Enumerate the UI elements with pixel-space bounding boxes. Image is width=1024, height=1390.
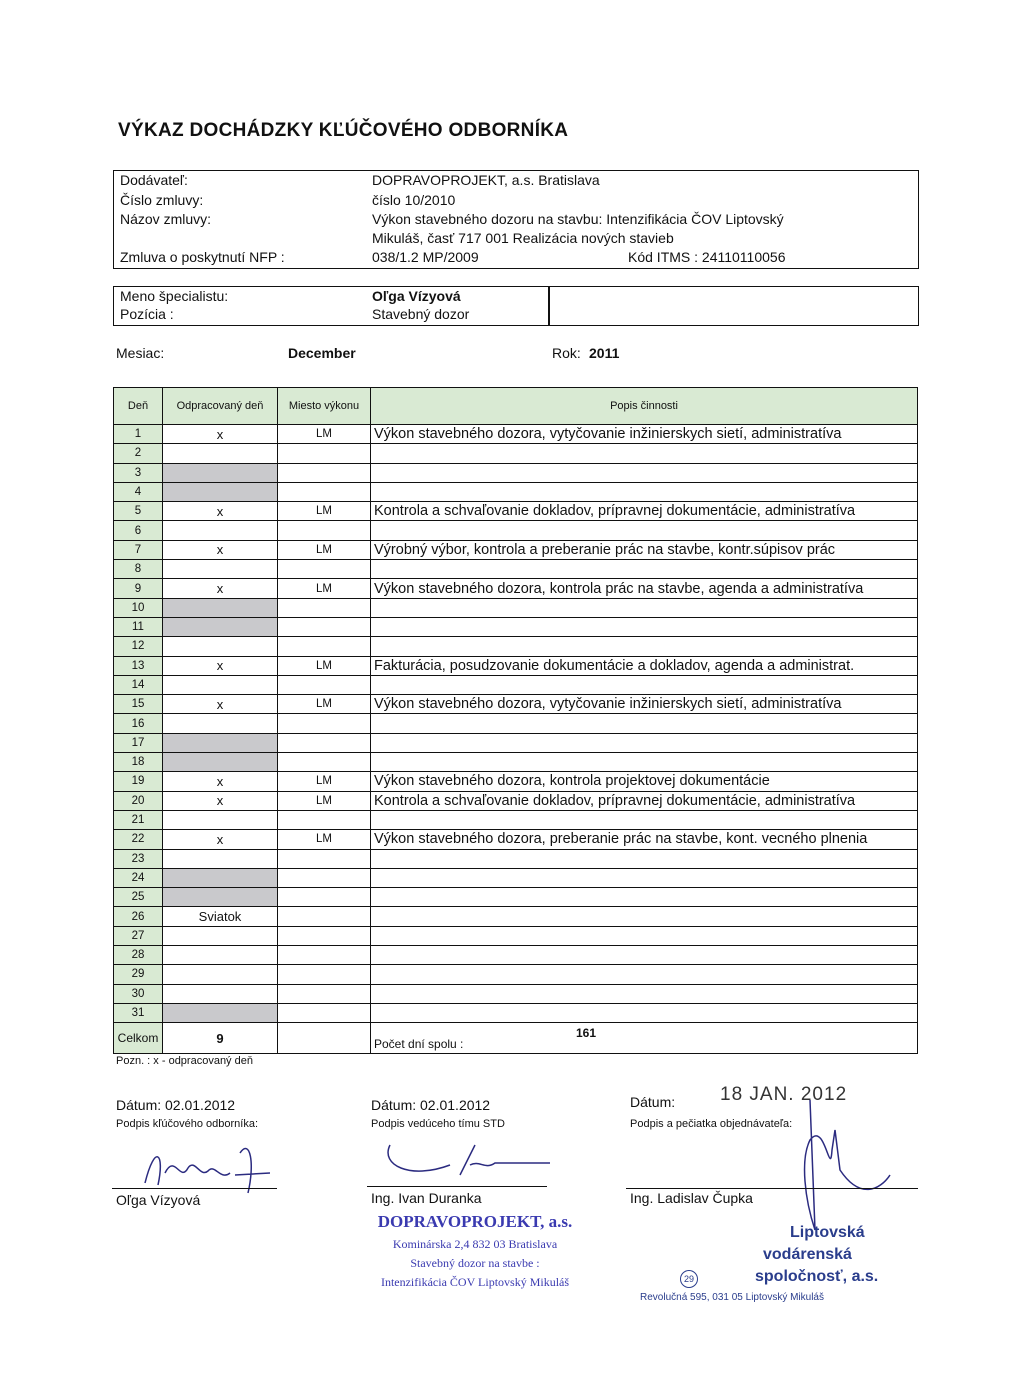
day-cell: 26 bbox=[114, 907, 163, 926]
day-cell: 13 bbox=[114, 656, 163, 675]
stamp-right-line4: Revolučná 595, 031 05 Liptovský Mikuláš bbox=[640, 1292, 824, 1303]
description-cell bbox=[371, 637, 918, 656]
worked-cell bbox=[163, 733, 278, 752]
right-date-label: Dátum: bbox=[630, 1094, 676, 1110]
day-cell: 6 bbox=[114, 521, 163, 540]
day-cell: 11 bbox=[114, 617, 163, 636]
worked-cell bbox=[163, 482, 278, 501]
place-cell: LM bbox=[278, 540, 371, 559]
worked-cell bbox=[163, 617, 278, 636]
table-row bbox=[114, 425, 918, 444]
place-cell bbox=[278, 482, 371, 501]
place-cell bbox=[278, 521, 371, 540]
worked-cell: x bbox=[163, 502, 278, 521]
day-cell: 23 bbox=[114, 849, 163, 868]
description-cell bbox=[371, 984, 918, 1003]
place-cell bbox=[278, 444, 371, 463]
day-cell: 20 bbox=[114, 791, 163, 810]
legend-note: Pozn. : x - odpracovaný deň bbox=[116, 1055, 253, 1067]
worked-cell: x bbox=[163, 425, 278, 444]
description-cell: Kontrola a schvaľovanie dokladov, prípravnej dokumentácie, administratíva bbox=[371, 791, 918, 810]
days-total-label: Počet dní spolu : bbox=[374, 1037, 464, 1052]
table-header-row bbox=[114, 388, 918, 425]
table-row bbox=[114, 482, 918, 501]
description-cell bbox=[371, 463, 918, 482]
day-cell: 12 bbox=[114, 637, 163, 656]
description-cell bbox=[371, 598, 918, 617]
worked-cell: x bbox=[163, 772, 278, 791]
day-cell: 7 bbox=[114, 540, 163, 559]
table-row bbox=[114, 521, 918, 540]
day-cell: 14 bbox=[114, 675, 163, 694]
place-cell: LM bbox=[278, 830, 371, 849]
page-title: VÝKAZ DOCHÁDZKY KĽÚČOVÉHO ODBORNÍKA bbox=[118, 120, 569, 141]
right-signature bbox=[770, 1090, 900, 1240]
place-cell bbox=[278, 946, 371, 965]
description-cell bbox=[371, 617, 918, 636]
contract-name-value-1: Výkon stavebného dozoru na stavbu: Intenzifikácia ČOV Liptovský bbox=[372, 211, 784, 227]
place-cell bbox=[278, 560, 371, 579]
place-cell: LM bbox=[278, 656, 371, 675]
right-date-stamp: 18 JAN. 2012 bbox=[720, 1084, 848, 1105]
table-row bbox=[114, 946, 918, 965]
specialist-name-label: Meno špecialistu: bbox=[120, 288, 229, 304]
place-cell bbox=[278, 965, 371, 984]
worked-cell bbox=[163, 714, 278, 733]
table-row bbox=[114, 617, 918, 636]
nfp-value: 038/1.2 MP/2009 bbox=[372, 249, 479, 265]
worked-cell: x bbox=[163, 791, 278, 810]
worked-cell bbox=[163, 849, 278, 868]
right-name: Ing. Ladislav Čupka bbox=[630, 1190, 753, 1206]
table-row bbox=[114, 965, 918, 984]
day-cell: 3 bbox=[114, 463, 163, 482]
place-cell: LM bbox=[278, 579, 371, 598]
place-cell: LM bbox=[278, 425, 371, 444]
worked-cell: x bbox=[163, 540, 278, 559]
table-row bbox=[114, 849, 918, 868]
table-row bbox=[114, 540, 918, 559]
month-value: December bbox=[288, 345, 356, 361]
worked-cell bbox=[163, 463, 278, 482]
table-row bbox=[114, 772, 918, 791]
description-cell: Výkon stavebného dozora, preberanie prác na stavbe, kont. vecného plnenia bbox=[371, 830, 918, 849]
left-signature-line bbox=[112, 1188, 277, 1189]
table-row bbox=[114, 598, 918, 617]
stamp-right-line3: spoločnosť, a.s. bbox=[755, 1268, 879, 1285]
year-label: Rok: bbox=[552, 345, 581, 361]
table-row bbox=[114, 463, 918, 482]
nfp-label: Zmluva o poskytnutí NFP : bbox=[120, 249, 285, 265]
table-row bbox=[114, 791, 918, 810]
worked-cell: x bbox=[163, 695, 278, 714]
table-row bbox=[114, 984, 918, 1003]
days-total-value: 161 bbox=[576, 1026, 597, 1041]
table-row bbox=[114, 926, 918, 945]
description-cell bbox=[371, 521, 918, 540]
header-day: Deň bbox=[114, 388, 163, 425]
place-cell bbox=[278, 907, 371, 926]
left-name: Oľga Vízyová bbox=[116, 1192, 201, 1208]
day-cell: 30 bbox=[114, 984, 163, 1003]
day-cell: 8 bbox=[114, 560, 163, 579]
description-cell bbox=[371, 965, 918, 984]
attendance-table bbox=[113, 387, 918, 1054]
day-cell: 29 bbox=[114, 965, 163, 984]
description-cell bbox=[371, 888, 918, 907]
middle-name: Ing. Ivan Duranka bbox=[371, 1190, 482, 1206]
day-cell: 10 bbox=[114, 598, 163, 617]
day-cell: 25 bbox=[114, 888, 163, 907]
place-cell bbox=[278, 463, 371, 482]
place-cell: LM bbox=[278, 695, 371, 714]
place-cell bbox=[278, 733, 371, 752]
table-row bbox=[114, 830, 918, 849]
day-cell: 16 bbox=[114, 714, 163, 733]
description-cell bbox=[371, 444, 918, 463]
table-row bbox=[114, 637, 918, 656]
place-cell bbox=[278, 714, 371, 733]
description-cell bbox=[371, 868, 918, 887]
worked-cell: Sviatok bbox=[163, 907, 278, 926]
stamp-right-number: 29 bbox=[680, 1270, 698, 1288]
itms-code: Kód ITMS : 24110110056 bbox=[628, 249, 786, 265]
place-cell bbox=[278, 926, 371, 945]
worked-cell bbox=[163, 965, 278, 984]
contract-name-value-2: Mikuláš, časť 717 001 Realizácia nových stavieb bbox=[372, 230, 674, 246]
table-row bbox=[114, 810, 918, 829]
contract-number-value: číslo 10/2010 bbox=[372, 192, 456, 208]
day-cell: 4 bbox=[114, 482, 163, 501]
description-cell bbox=[371, 714, 918, 733]
description-cell: Výkon stavebného dozora, kontrola prác na stavbe, agenda a administratíva bbox=[371, 579, 918, 598]
supplier-label: Dodávateľ: bbox=[120, 172, 188, 188]
header-place: Miesto výkonu bbox=[278, 388, 371, 425]
place-cell: LM bbox=[278, 502, 371, 521]
day-cell: 1 bbox=[114, 425, 163, 444]
table-row bbox=[114, 907, 918, 926]
place-cell bbox=[278, 1003, 371, 1022]
description-cell: Fakturácia, posudzovanie dokumentácie a dokladov, agenda a administrat. bbox=[371, 656, 918, 675]
table-row bbox=[114, 714, 918, 733]
worked-cell: x bbox=[163, 656, 278, 675]
worked-cell bbox=[163, 521, 278, 540]
place-cell bbox=[278, 810, 371, 829]
right-signature-line bbox=[626, 1188, 918, 1189]
stamp-middle-line4: Intenzifikácia ČOV Liptovský Mikuláš bbox=[380, 1275, 570, 1289]
worked-cell bbox=[163, 888, 278, 907]
place-cell bbox=[278, 984, 371, 1003]
day-cell: 24 bbox=[114, 868, 163, 887]
worked-cell bbox=[163, 444, 278, 463]
table-row bbox=[114, 733, 918, 752]
table-row bbox=[114, 502, 918, 521]
worked-cell: x bbox=[163, 830, 278, 849]
middle-caption: Podpis vedúceho tímu STD bbox=[371, 1118, 505, 1130]
total-value: 9 bbox=[163, 1023, 278, 1054]
place-cell bbox=[278, 617, 371, 636]
specialist-box bbox=[113, 286, 919, 326]
middle-date: Dátum: 02.01.2012 bbox=[371, 1097, 491, 1113]
table-row bbox=[114, 444, 918, 463]
description-cell: Kontrola a schvaľovanie dokladov, prípravnej dokumentácie, administratíva bbox=[371, 502, 918, 521]
description-cell bbox=[371, 753, 918, 772]
day-cell: 18 bbox=[114, 753, 163, 772]
description-cell bbox=[371, 849, 918, 868]
place-cell: LM bbox=[278, 791, 371, 810]
worked-cell bbox=[163, 810, 278, 829]
total-label: Celkom bbox=[114, 1023, 163, 1054]
place-cell bbox=[278, 849, 371, 868]
place-cell bbox=[278, 753, 371, 772]
contract-number-label: Číslo zmluvy: bbox=[120, 192, 204, 208]
table-row bbox=[114, 656, 918, 675]
description-cell: Výkon stavebného dozora, vytyčovanie inžinierskych sietí, administratíva bbox=[371, 425, 918, 444]
day-cell: 22 bbox=[114, 830, 163, 849]
description-cell: Výkon stavebného dozora, kontrola projektovej dokumentácie bbox=[371, 772, 918, 791]
table-row bbox=[114, 1003, 918, 1022]
day-cell: 19 bbox=[114, 772, 163, 791]
table-row bbox=[114, 560, 918, 579]
place-cell bbox=[278, 675, 371, 694]
description-cell bbox=[371, 482, 918, 501]
middle-signature bbox=[380, 1135, 560, 1185]
header-description: Popis činnosti bbox=[371, 388, 918, 425]
day-cell: 17 bbox=[114, 733, 163, 752]
worked-cell bbox=[163, 675, 278, 694]
day-cell: 27 bbox=[114, 926, 163, 945]
table-row bbox=[114, 695, 918, 714]
description-cell bbox=[371, 907, 918, 926]
right-caption: Podpis a pečiatka objednávateľa: bbox=[630, 1118, 793, 1130]
place-cell bbox=[278, 637, 371, 656]
place-cell bbox=[278, 598, 371, 617]
stamp-middle-line1: DOPRAVOPROJEKT, a.s. bbox=[377, 1212, 573, 1231]
total-place-cell bbox=[278, 1023, 371, 1054]
supplier-value: DOPRAVOPROJEKT, a.s. Bratislava bbox=[372, 172, 600, 188]
place-cell bbox=[278, 888, 371, 907]
stamp-right-line1: Liptovská bbox=[790, 1224, 865, 1241]
worked-cell bbox=[163, 984, 278, 1003]
contract-info-box bbox=[113, 170, 919, 269]
worked-cell bbox=[163, 753, 278, 772]
table-row bbox=[114, 675, 918, 694]
contract-name-label: Názov zmluvy: bbox=[120, 211, 212, 227]
left-caption: Podpis kľúčového odborníka: bbox=[116, 1118, 259, 1130]
day-cell: 9 bbox=[114, 579, 163, 598]
description-cell bbox=[371, 810, 918, 829]
description-cell bbox=[371, 675, 918, 694]
month-label: Mesiac: bbox=[116, 345, 165, 361]
description-cell bbox=[371, 733, 918, 752]
day-cell: 2 bbox=[114, 444, 163, 463]
header-worked: Odpracovaný deň bbox=[163, 388, 278, 425]
day-cell: 15 bbox=[114, 695, 163, 714]
day-cell: 31 bbox=[114, 1003, 163, 1022]
place-cell bbox=[278, 868, 371, 887]
worked-cell: x bbox=[163, 579, 278, 598]
year-value: 2011 bbox=[589, 345, 620, 361]
description-cell: Výkon stavebného dozora, vytyčovanie inžinierskych sietí, administratíva bbox=[371, 695, 918, 714]
description-cell bbox=[371, 926, 918, 945]
worked-cell bbox=[163, 946, 278, 965]
worked-cell bbox=[163, 560, 278, 579]
box-divider bbox=[548, 287, 550, 325]
worked-cell bbox=[163, 637, 278, 656]
worked-cell bbox=[163, 1003, 278, 1022]
stamp-middle-line3: Stavebný dozor na stavbe : bbox=[410, 1256, 540, 1270]
description-cell bbox=[371, 946, 918, 965]
stamp-middle-line2: Kominárska 2,4 832 03 Bratislava bbox=[392, 1237, 558, 1251]
day-cell: 28 bbox=[114, 946, 163, 965]
description-cell bbox=[371, 1003, 918, 1022]
dopravoprojekt-stamp bbox=[350, 1212, 600, 1290]
position-label: Pozícia : bbox=[120, 306, 174, 322]
total-row bbox=[114, 1023, 918, 1054]
days-total-cell bbox=[371, 1023, 918, 1054]
description-cell bbox=[371, 560, 918, 579]
specialist-name-value: Oľga Vízyová bbox=[372, 288, 461, 304]
day-cell: 5 bbox=[114, 502, 163, 521]
worked-cell bbox=[163, 926, 278, 945]
table-row bbox=[114, 868, 918, 887]
place-cell: LM bbox=[278, 772, 371, 791]
stamp-right-line2: vodárenská bbox=[763, 1246, 852, 1263]
table-row bbox=[114, 579, 918, 598]
worked-cell bbox=[163, 598, 278, 617]
position-value: Stavebný dozor bbox=[372, 306, 470, 322]
description-cell: Výrobný výbor, kontrola a preberanie prác na stavbe, kontr.súpisov prác bbox=[371, 540, 918, 559]
table-row bbox=[114, 888, 918, 907]
worked-cell bbox=[163, 868, 278, 887]
middle-signature-line bbox=[367, 1186, 547, 1187]
left-date: Dátum: 02.01.2012 bbox=[116, 1097, 236, 1113]
table-row bbox=[114, 753, 918, 772]
day-cell: 21 bbox=[114, 810, 163, 829]
